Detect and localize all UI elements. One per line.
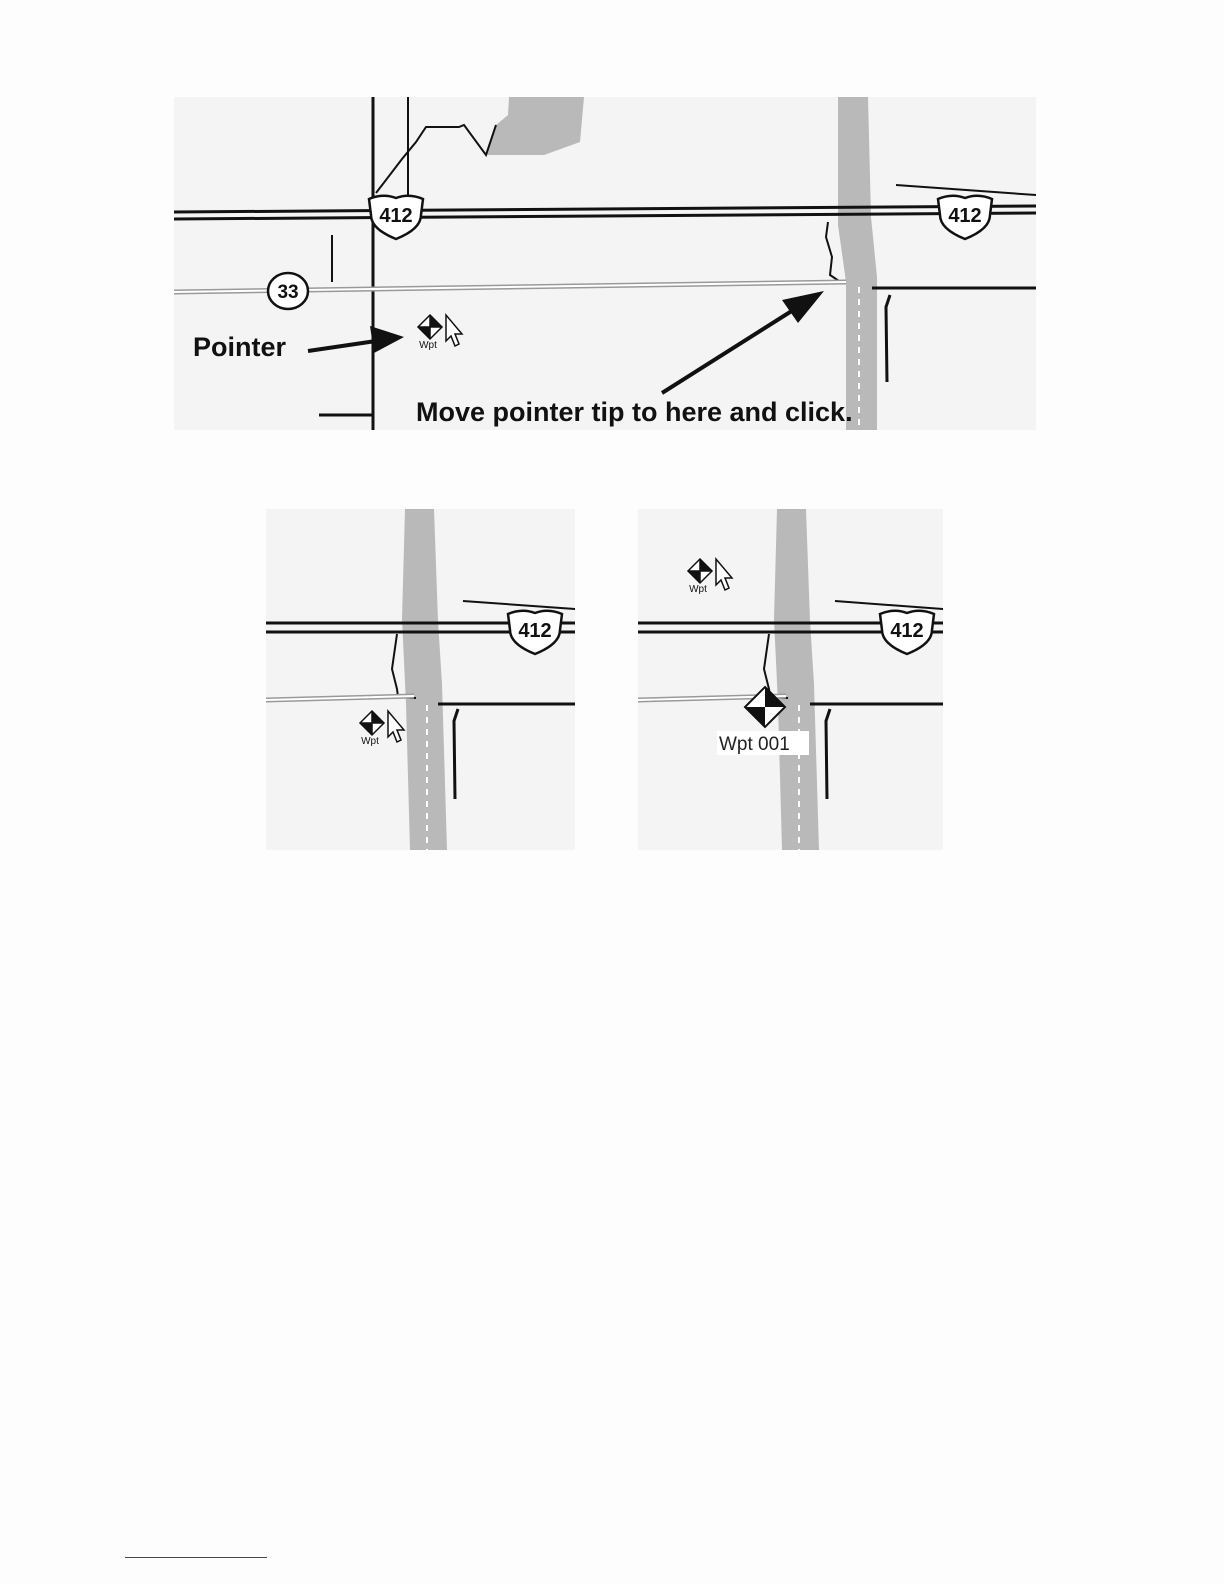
river-shape [838, 97, 877, 430]
route-33-label: 33 [277, 282, 299, 303]
right-map-canvas [638, 509, 943, 850]
us-412-shield [508, 611, 562, 654]
waypoint-tool-label: Wpt [689, 584, 707, 595]
us-412-shield-label: 412 [518, 620, 552, 642]
instruction-callout: Move pointer tip to here and click. [416, 397, 853, 427]
top-map-screenshot [174, 97, 1036, 430]
us-412-shield-label: 412 [379, 205, 413, 227]
us-412-shield-east [938, 196, 992, 239]
waypoint-tool-label: Wpt [361, 736, 379, 747]
right-map-screenshot [638, 509, 943, 850]
waypoint-label[interactable]: Wpt 001 [719, 734, 790, 755]
waypoint-pointer-icon [688, 559, 732, 595]
pointer-callout: Pointer [193, 332, 287, 362]
route-33-shield [268, 273, 308, 309]
us-412-shield-label: 412 [890, 620, 924, 642]
us-412-shield-west [369, 196, 423, 239]
waypoint-pointer-icon [360, 711, 404, 747]
lake-shape [486, 97, 584, 155]
us-412-shield-label: 412 [948, 205, 982, 227]
us-412-shield [880, 611, 934, 654]
river-shape [402, 509, 447, 850]
waypoint-tool-label: Wpt [419, 340, 437, 351]
footnote-rule [125, 1557, 267, 1558]
left-map-canvas [266, 509, 575, 850]
river-shape [774, 509, 819, 850]
waypoint-pointer-icon [418, 315, 462, 351]
top-map-canvas [174, 97, 1036, 430]
left-map-screenshot [266, 509, 575, 850]
